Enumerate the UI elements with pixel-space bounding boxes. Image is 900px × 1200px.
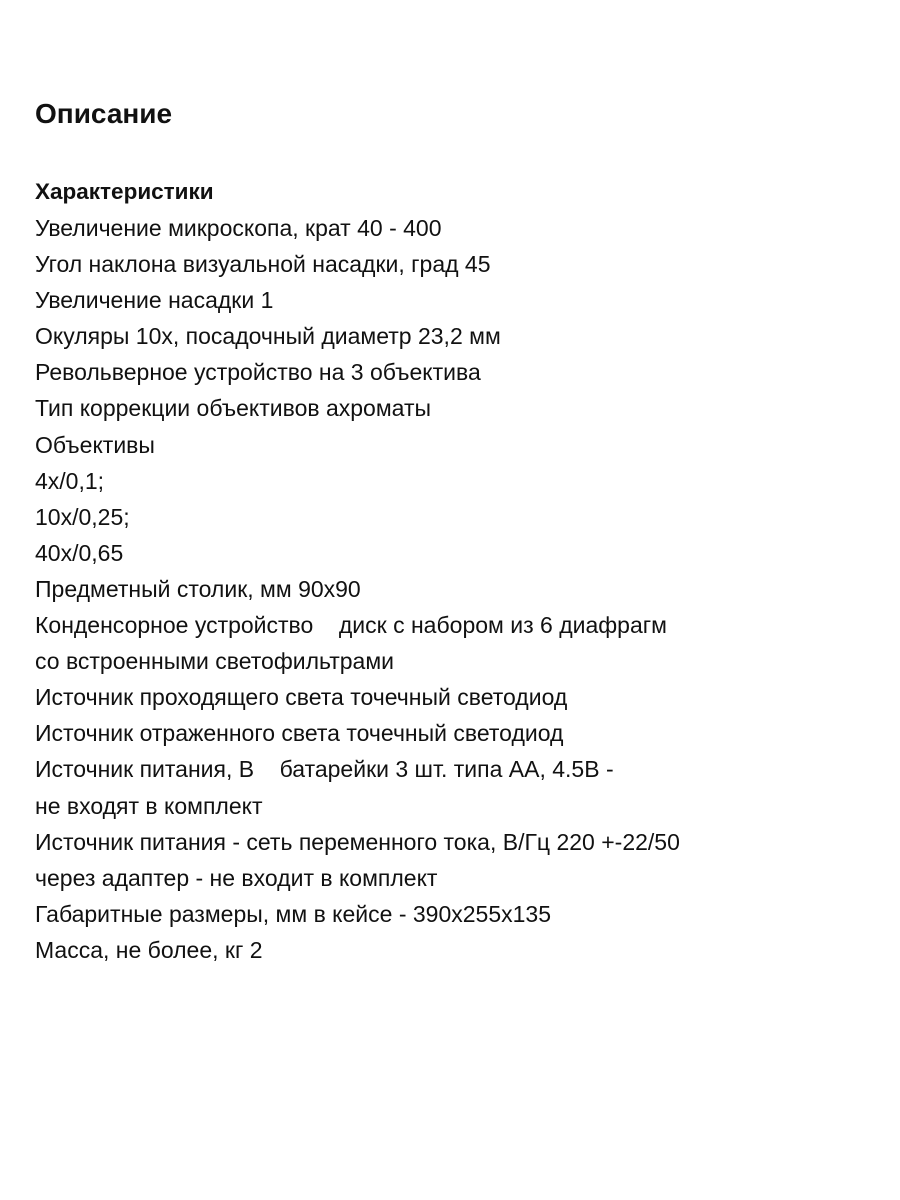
spec-line: через адаптер - не входит в комплект bbox=[35, 864, 438, 891]
spec-line: Предметный столик, мм 90х90 bbox=[35, 575, 361, 602]
spec-line: Револьверное устройство на 3 объектива bbox=[35, 359, 481, 386]
spec-line: Угол наклона визуальной насадки, град 45 bbox=[35, 251, 491, 278]
spec-line: 40х/0,65 bbox=[35, 539, 124, 566]
spec-line: Источник питания - сеть переменного тока, В/Гц 220 +-22/50 bbox=[35, 828, 680, 855]
spec-line: не входят в комплект bbox=[35, 792, 263, 819]
spec-line: Источник отраженного света точечный светодиод bbox=[35, 720, 564, 747]
spec-line: 10х/0,25; bbox=[35, 503, 130, 530]
spec-line: со встроенными светофильтрами bbox=[35, 648, 395, 675]
spec-line: Объективы bbox=[35, 431, 155, 458]
spec-line: Масса, не более, кг 2 bbox=[35, 936, 263, 963]
spec-line: Увеличение микроскопа, крат 40 - 400 bbox=[35, 215, 442, 241]
spec-line: Окуляры 10х, посадочный диаметр 23,2 мм bbox=[35, 323, 501, 350]
section-title: Характеристики bbox=[35, 179, 214, 204]
spec-line: Источник проходящего света точечный светодиод bbox=[35, 684, 568, 711]
spec-line: 4х/0,1; bbox=[35, 467, 105, 494]
spec-line: Габаритные размеры, мм в кейсе - 390х255х135 bbox=[35, 900, 551, 927]
spec-list bbox=[35, 210, 875, 968]
page-title: Описание bbox=[35, 98, 173, 129]
spec-line: Увеличение насадки 1 bbox=[35, 287, 274, 314]
spec-line: Источник питания, В батарейки 3 шт. типа АА, 4.5В - bbox=[35, 756, 614, 783]
spec-line: Тип коррекции объективов ахроматы bbox=[35, 395, 432, 422]
description-document bbox=[35, 92, 875, 968]
spec-line: Конденсорное устройство диск с набором из 6 диафрагм bbox=[35, 612, 667, 639]
